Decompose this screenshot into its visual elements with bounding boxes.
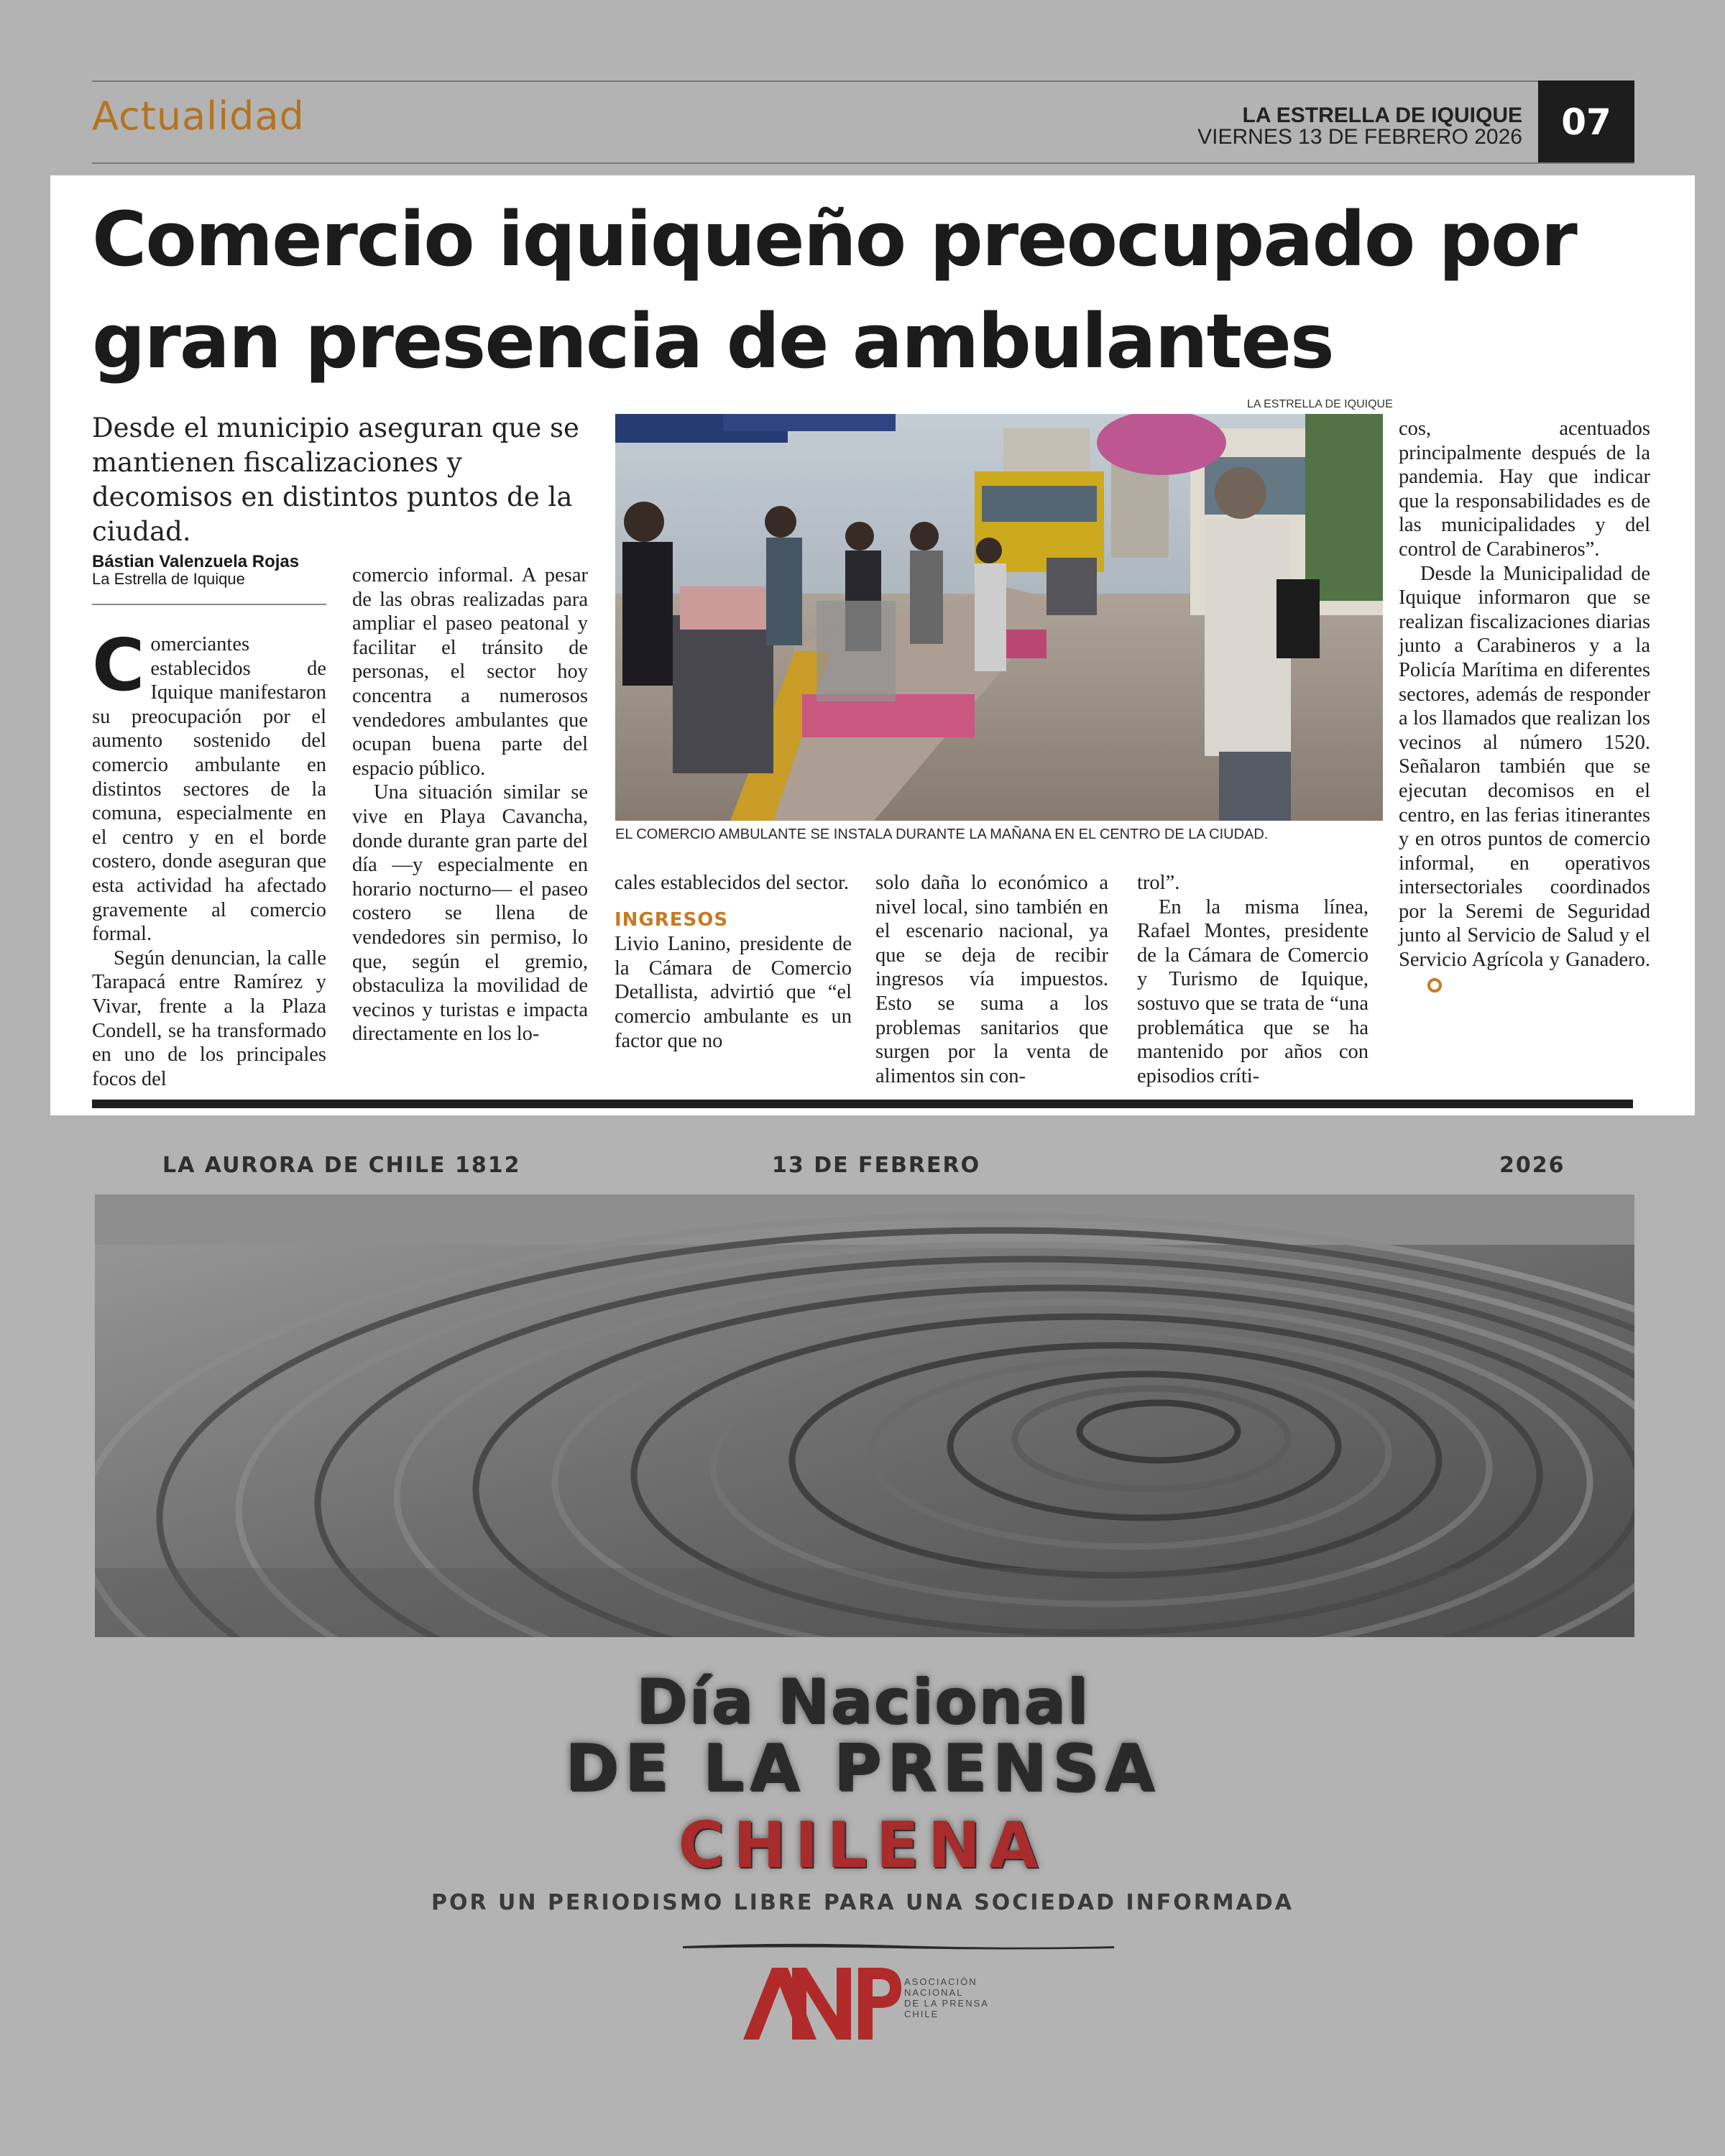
- article-paragraph: Una situación similar se vive en Playa Cavancha, donde durante gran parte del día —y especialmente en horario nocturno— el paseo costero se llena de vendedores sin permiso, lo que, según el gremio, obstaculiza la movilidad de vecinos y turistas e impacta directamente en los lo-: [352, 781, 588, 1046]
- band-right-text: 2026: [1499, 1153, 1565, 1178]
- masthead: [1197, 105, 1522, 148]
- brush-stroke-divider: [683, 1942, 1114, 1950]
- article-bottom-rule: [92, 1100, 1633, 1108]
- band-left-text: LA AURORA DE CHILE 1812: [162, 1153, 521, 1178]
- page-number: 07: [1538, 80, 1634, 164]
- anp-text-line: CHILE: [904, 2009, 939, 2019]
- article-column-1: [92, 623, 326, 1091]
- paper-stack-illustration: [95, 1194, 1634, 1637]
- byline-rule: [92, 604, 326, 605]
- article-paragraph: cales establecidos del sector.: [615, 872, 850, 894]
- byline: [92, 553, 336, 588]
- press-day-tagline: POR UN PERIODISMO LIBRE PARA UNA SOCIEDAD INFORMADA: [431, 1890, 1294, 1915]
- article-column-3: [615, 871, 852, 1053]
- headline-line-1: Comercio iquiqueño preocupado por: [92, 195, 1576, 283]
- article-paragraph: Según denuncian, la calle Tarapacá entre Ramírez y Vivar, frente a la Plaza Condell, se ha transformado en uno de los principales focos del: [92, 946, 326, 1090]
- paper-name: LA ESTRELLA DE IQUIQUE: [1242, 103, 1522, 127]
- paragraph-text: omerciantes establecidos de Iquique manifestaron su preocupación por el aumento sostenido del comercio ambulante en distintos sectores de la comuna, especialmente en el centro y en el borde costero, donde aseguran que esta actividad ha afectado gravemente al comercio formal.: [92, 633, 326, 946]
- article-card: [50, 175, 1695, 1115]
- author-name: Bástian Valenzuela Rojas: [92, 552, 300, 571]
- press-day-title-line-3: CHILENA: [678, 1808, 1047, 1882]
- photo-credit: LA ESTRELLA DE IQUIQUE: [1247, 398, 1393, 410]
- article-paragraph: cos, acentuados principalmente después de la pandemia. Hay que indicar que la responsabilidades es de las municipalidades y del control de Carabineros”.: [1399, 418, 1650, 561]
- paragraph-text: Desde la Municipalidad de Iquique informaron que se realizan fiscalizaciones diarias junto a Carabineros y a la Policía Marítima en diferentes sectores, además de responder a los llamados que realizan los vecinos al número 1520. Señalaron también que se ejecutan decomisos en el centro, en las ferias itinerantes y en otros puntos de comercio informal, en operativos intersectoriales coordinados por la Seremi de Seguridad junto al Servicio de Salud y el Servicio Agrícola y Ganadero.: [1399, 562, 1650, 972]
- section-name: Actualidad: [92, 93, 305, 139]
- headline: [92, 188, 1673, 392]
- anp-text-line: NACIONAL: [904, 1987, 964, 1998]
- article-paragraph: [1399, 562, 1650, 997]
- article-paragraph: [92, 623, 326, 946]
- anp-logo-text: [904, 1976, 989, 2019]
- article-column-2: [352, 563, 588, 1046]
- photo-illustration: [615, 414, 1383, 821]
- anp-text-line: ASOCIACIÓN: [904, 1976, 978, 1987]
- article-paragraph: comercio informal. A pesar de las obras realizadas para ampliar el paseo peatonal y facilitar el tránsito de personas, el sector hoy concentra a numerosos vendedores ambulantes que ocupan buena parte del espacio público.: [352, 564, 588, 780]
- anp-logo-icon: [743, 1962, 901, 2042]
- press-day-title-line-2: DE LA PRENSA: [564, 1731, 1161, 1806]
- article-paragraph: Livio Lanino, presidente de la Cámara de Comercio Detallista, advirtió que “el comercio ambulante es un factor que no: [615, 933, 852, 1052]
- headline-line-2: gran presencia de ambulantes: [92, 298, 1333, 385]
- subhead: INGRESOS: [615, 908, 729, 931]
- press-day-title-line-1: Día Nacional: [635, 1666, 1090, 1738]
- band-center-text: 13 DE FEBRERO: [772, 1153, 981, 1178]
- article-paragraph: solo daña lo económico a nivel local, sino también en el escenario nacional, ya que se deja de recibir ingresos vía impuestos. Esto se suma a los problemas sanitarios que surgen por la venta de alimentos sin con-: [875, 872, 1108, 1087]
- author-org: La Estrella de Iquique: [92, 570, 245, 588]
- street-vendors-photo: [615, 414, 1383, 821]
- article-paragraph: En la misma línea, Rafael Montes, presidente de la Cámara de Comercio y Turismo de Iquique, sostuvo que se trata de “una problemática que se ha mantenido por años con episodios críti-: [1137, 895, 1368, 1087]
- article-end-icon: [1427, 978, 1442, 992]
- paper-stack-photo: [95, 1194, 1634, 1637]
- article-column-5: [1137, 871, 1368, 1088]
- header-rule-bottom: [92, 162, 1634, 164]
- anp-text-line: DE LA PRENSA: [904, 1998, 989, 2009]
- article-paragraph: trol”.: [1137, 872, 1180, 894]
- photo-caption: EL COMERCIO AMBULANTE SE INSTALA DURANTE LA MAÑANA EN EL CENTRO DE LA CIUDAD.: [615, 826, 1269, 842]
- article-column-6: [1399, 417, 1650, 996]
- article-column-4: [875, 871, 1108, 1088]
- drop-cap: C: [92, 623, 145, 707]
- header-rule-top: [92, 80, 1634, 82]
- article-deck: Desde el municipio aseguran que se mantienen fiscalizaciones y decomisos en distintos puntos de la ciudad.: [92, 413, 579, 547]
- issue-date: VIERNES 13 DE FEBRERO 2026: [1197, 125, 1522, 149]
